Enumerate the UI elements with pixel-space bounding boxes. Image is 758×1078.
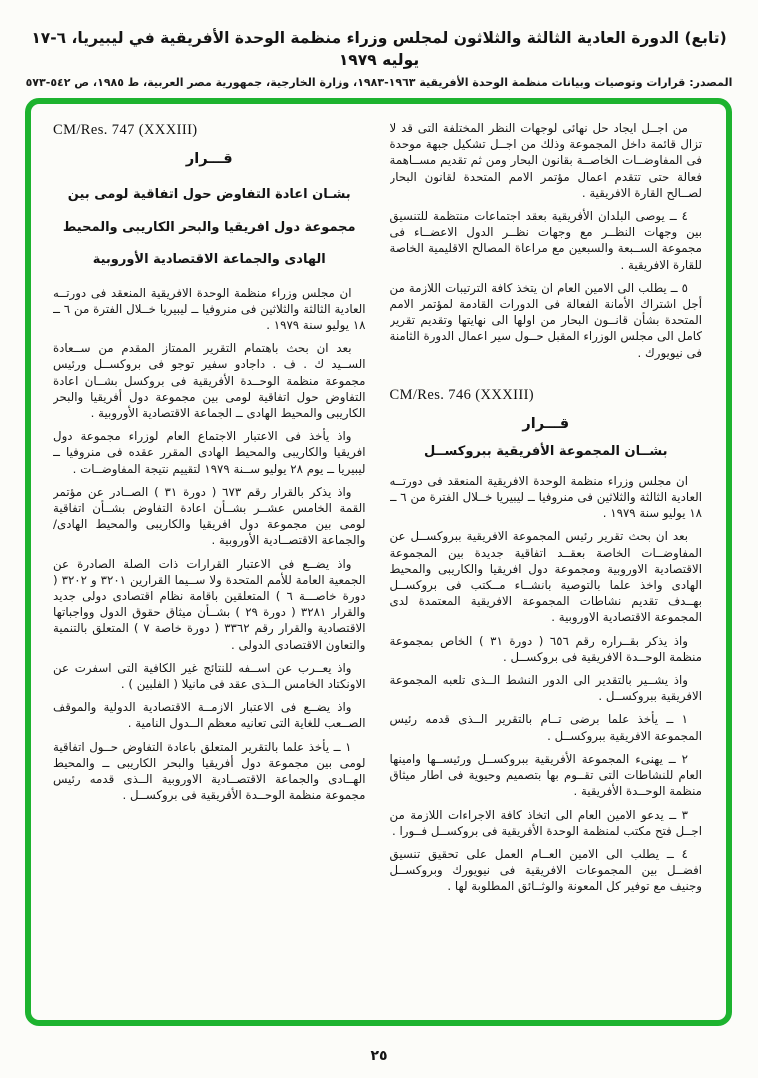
paragraph: واذ يأخذ فى الاعتبار الاجتماع العام لوزراء مجموعة دول افريقيا والكاريبى والمحيط الهادى المقرر عقده فى منروفيا ــ ليبيريا ــ يوم ٢٨ يوليو ســنة ١٩٧٩ لتقييم نتيجة المفاوضــات .: [53, 429, 366, 476]
column-left: [53, 120, 366, 1010]
doc-ref: CM/Res. 747 (XXXIII): [53, 122, 198, 138]
paragraph: ان مجلس وزراء منظمة الوحدة الافريقية المنعقد فى دورتــه العادية الثالثة والثلاثين فى منروفيا ــ ليبيريا خــلال الفترة من ٦ ــ ١٨ يوليو سنة ١٩٧٩ .: [389, 473, 702, 521]
paragraph: واذ يعــرب عن اســفه للنتائج غير الكافية التى اسفرت عن الاونكتاد الخامس الــذى عقد فى مانيلا ( الفلبين ) .: [53, 660, 366, 691]
doc-ref: CM/Res. 746 (XXXIII): [389, 386, 535, 403]
paragraph: من اجــل ايجاد حل نهائى لوجهات النظر المختلفة التى قد لا تزال قائمة داخل المجموعة وذلك من اجــل تشكيل جبهة موحدة فى المفاوضــات الخاصــة بقانون البحار ومن ثم تقديم مســاهمة فعالة حتى تتقدم اعمال مؤتمر الامم المتحدة لقانون البحار لصــالح القارة الافريقية .: [389, 121, 702, 200]
paragraph: ٢ ــ يهنىء المجموعة الأفريقية ببروكســل ورئيســها وامينها العام للنشاطات التى تقــوم بها بتصميم وحيوية فى اطار ميثاق منظمة الوحــدة الأفريقية .: [389, 751, 702, 799]
paragraph: واذ يضــع فى الاعتبار القرارات ذات الصلة الصادرة عن الجمعية العامة للأمم المتحدة ولا ســيما القرارين ٣٢٠١ و ٣٢٠٢ ( دورة خاصـــة ٦ ) المتعلقين باقامة نظام اقتصادى دولى جديد والقرار ٣٢٨١ ( دورة ٢٩ ) بشــأن ميثاق حقوق الدول وواجباتها الاقتصادية والقرار رقم ٣٣٦٢ ( دورة خاصة ٧ ) المتعلق بالتنمية والتعاون الاقتصادى الدولى .: [53, 556, 366, 652]
resolution-title: [53, 179, 366, 277]
resolution-title-line: بشـان اعادة التفاوض حول اتفاقية لومى بين: [67, 187, 351, 202]
resolution-title-line: مجموعة دول افريقيا والبحر الكاريبى والمحيط: [62, 219, 356, 235]
paragraph: واذ يذكر بالقرار رقم ٦٧٣ ( دورة ٣١ ) الصــادر عن مؤتمر القمة الخامس عشــر بشــأن اعادة التفاوض بشــأن اتفاقية لومى بين مجموعة دول افريقيا والكاريبى والمحيط الهادى/والجماعة الاقتصــادية الأوروبية .: [53, 484, 366, 548]
paragraph: ان مجلس وزراء منظمة الوحدة الافريقية المنعقد فى دورتــه العادية الثالثة والثلاثين فى منروفيا ــ ليبيريا خــلال الفترة من ٦ ــ ١٨ يوليو سنة ١٩٧٩ .: [53, 285, 366, 332]
content-frame: [25, 98, 732, 1026]
paragraph: واذ يشــير بالتقدير الى الدور النشط الــذى تلعبه المجموعة الافريقية ببروكســل .: [389, 673, 702, 704]
resolution-heading: قـــرار: [185, 151, 233, 167]
header-source-note: المصدر: قرارات وتوصيات وبيانات منظمة الوحدة الأفريقية ١٩٦٣-١٩٨٣، وزارة الخارجية، جمهورية مصر العربية، ط ١٩٨٥، ص ٥٤٢-٥٧٣: [25, 76, 733, 90]
resolution-heading: قـــرار: [522, 415, 570, 432]
resolution-subtitle: بشــان المجموعة الأفريقية ببروكســل: [424, 443, 668, 459]
paragraph: ٥ ــ يطلب الى الامين العام ان يتخذ كافة الترتيبات اللازمة من أجل اشتراك الأمانة الفعالة فى الدورات القادمة لمؤتمر الامم المتحدة بشأن قانــون البحار من اولها الى نهايتها وتقديم تقرير كامل الى مجلس الوزراء المقبل حــول سير اعمال الدورة الثامنة فى نيويورك .: [389, 280, 702, 360]
paragraph: ٣ ــ يدعو الامين العام الى اتخاذ كافة الاجراءات اللازمة من اجــل فتح مكتب لمنظمة الوحدة الأفريقية فى بروكســل فــورا .: [389, 807, 702, 838]
paragraph: ١ ــ يأخذ علما برضى تــام بالتقرير الــذى قدمه رئيس المجموعة الافريقية ببروكســل .: [389, 712, 702, 743]
paragraph: بعد ان بحث باهتمام التقرير الممتاز المقدم من ســعادة الســيد ك . ف . داجادو سفير توجو فى بروكســل ورئيس مجموعة منظمة الوحــدة الأفريقية فى بروكسل بشــان اعادة التفاوض حول اتفاقية لومى بين مجموعة دول أفريقيا والبحر الكاريبى والمحيط الهادى ــ الجماعة الاقتصادية الأوروبية .: [53, 341, 366, 420]
page-header: [12, 28, 746, 89]
paragraph: واذ يضــع فى الاعتبار الازمــة الاقتصادية الدولية والموقف الصــعب للغاية التى تعانيه معظم الــدول النامية .: [53, 700, 366, 731]
header-title: (تابع) الدورة العادية الثالثة والثلاثون لمجلس وزراء منظمة الوحدة الأفريقية في ليبيريا، ٦-١٧ يوليه ١٩٧٩: [31, 29, 727, 69]
paragraph: واذ يذكر بقــراره رقم ٦٥٦ ( دورة ٣١ ) الخاص بمجموعة منظمة الوحــدة الافريقية فى بروكســل .: [389, 633, 702, 664]
paragraph: بعد ان بحث تقرير رئيس المجموعة الافريقية ببروكســل عن المفاوضــات الخاصة بعقــد اتفاقية جديدة بين المجموعة الاقتصادية الاوروبية ومجموعة دول افريقيا والكاريبى والمحيط الهادى واخذ علما بالتوصية بانشــاء مــكتب فى بروكســل بهــدف تقديم نشاطات المجموعة الافريقية المعتمدة لدى المجموعة الاقتصادية الاوروبية .: [389, 529, 702, 625]
paragraph: ٤ ــ يطلب الى الامين العــام العمل على تحقيق تنسيق افضــل بين المجموعات الافريقية فى نيويورك وبروكســل وجنيف مع توفير كل المعونة والوثــائق المطلوبة لها .: [389, 846, 702, 894]
two-column-layout: [53, 120, 702, 1010]
paragraph: ١ ــ يأخذ علما بالتقرير المتعلق باعادة التفاوض حــول اتفاقية لومى بين مجموعة دول أفريقيا والبحر الكاريبى ــ والمحيط الهــادى والجماعة الاقتصــادية الاوروبية الــذى قدمه رئيس مجموعة منظمة الوحــدة الأفريقية فى بروكســل .: [53, 739, 366, 803]
resolution-title-line: الهادى والجماعة الاقتصادية الأوروبية: [92, 252, 326, 267]
page-number: ٢٥: [370, 1048, 388, 1064]
paragraph: ٤ ــ يوصى البلدان الأفريقية بعقد اجتماعات منتظمة للتنسيق بين وجهات النظــر مع وجهات نظــر الدول الاعضــاء فى مجموعة الســبعة والسبعين مع مراعاة المصالح الاقليمية الخاصة للقارة الافريقية .: [389, 209, 702, 272]
column-right: [390, 120, 703, 1010]
